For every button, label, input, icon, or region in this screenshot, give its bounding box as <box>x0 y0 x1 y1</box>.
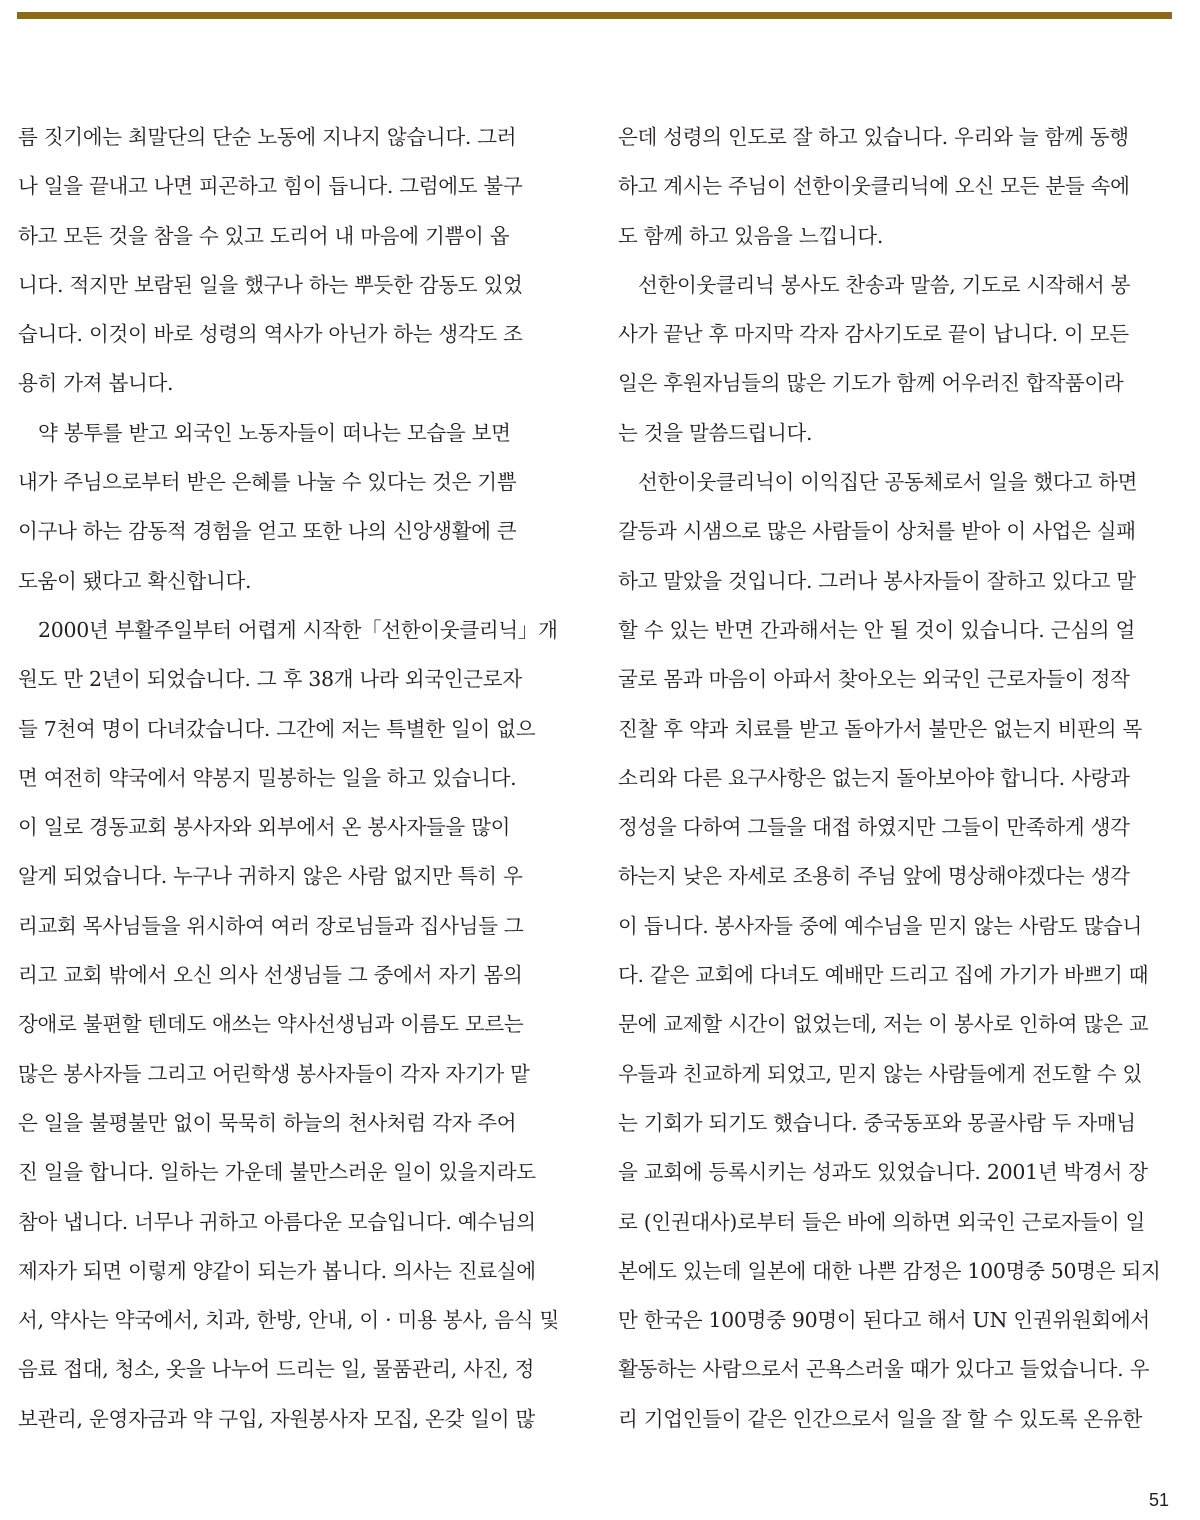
text-line: 는 것을 말씀드립니다. <box>618 420 813 445</box>
text-line: 리고 교회 밖에서 오신 의사 선생님들 그 중에서 자기 몸의 <box>18 963 523 988</box>
text-line: 진 일을 합니다. 일하는 가운데 불만스러운 일이 있을지라도 <box>18 1160 536 1185</box>
text-line: 원도 만 2년이 되었습니다. 그 후 38개 나라 외국인근로자 <box>18 667 522 692</box>
text-line: 선한이웃클리닉 봉사도 찬송과 말씀, 기도로 시작해서 봉 <box>638 272 1131 297</box>
text-line: 갈등과 시샘으로 많은 사람들이 상처를 받아 이 사업은 실패 <box>618 519 1136 544</box>
text-line: 만 한국은 100명중 90명이 된다고 해서 UN 인권위원회에서 <box>618 1308 1150 1333</box>
text-line: 나 일을 끝내고 나면 피곤하고 힘이 듭니다. 그럼에도 불구 <box>18 174 523 199</box>
text-line: 도 함께 하고 있음을 느낍니다. <box>618 223 884 248</box>
text-line: 제자가 되면 이렇게 양같이 되는가 봅니다. 의사는 진료실에 <box>18 1258 536 1283</box>
text-line: 은데 성령의 인도로 잘 하고 있습니다. 우리와 늘 함께 동행 <box>618 125 1129 149</box>
text-line: 선한이웃클리닉이 이익집단 공동체로서 일을 했다고 하면 <box>638 470 1138 495</box>
text-line: 음료 접대, 청소, 옷을 나누어 드리는 일, 물품관리, 사진, 정 <box>18 1357 535 1382</box>
text-line: 하고 계시는 주님이 선한이웃클리닉에 오신 모든 분들 속에 <box>618 174 1130 199</box>
text-line: 진찰 후 약과 치료를 받고 돌아가서 불만은 없는지 비판의 목 <box>618 716 1143 741</box>
text-line: 많은 봉사자들 그리고 어린학생 봉사자들이 각자 자기가 맡 <box>18 1061 530 1086</box>
text-line: 내가 주님으로부터 받은 은혜를 나눌 수 있다는 것은 기쁨 <box>18 470 517 495</box>
text-line: 용히 가져 봅니다. <box>18 371 174 396</box>
text-line: 이 일로 경동교회 봉사자와 외부에서 온 봉사자들을 많이 <box>18 815 511 840</box>
text-line: 문에 교제할 시간이 없었는데, 저는 이 봉사로 인하여 많은 교 <box>618 1012 1149 1037</box>
text-line: 굴로 몸과 마음이 아파서 찾아오는 외국인 근로자들이 정작 <box>618 667 1130 692</box>
text-line: 약 봉투를 받고 외국인 노동자들이 떠나는 모습을 보면 <box>38 420 511 445</box>
text-line: 보관리, 운영자금과 약 구입, 자원봉사자 모집, 온갖 일이 많 <box>18 1406 535 1431</box>
text-line: 은 일을 불평불만 없이 묵묵히 하늘의 천사처럼 각자 주어 <box>18 1110 517 1135</box>
right-text-column <box>618 113 1170 1444</box>
text-line: 우들과 친교하게 되었고, 믿지 않는 사람들에게 전도할 수 있 <box>618 1061 1143 1086</box>
text-line: 2000년 부활주일부터 어렵게 시작한「선한이웃클리닉」개 <box>38 617 558 642</box>
text-line: 참아 냅니다. 너무나 귀하고 아름다운 모습입니다. 예수님의 <box>18 1209 536 1234</box>
text-line: 하고 말았을 것입니다. 그러나 봉사자들이 잘하고 있다고 말 <box>618 568 1136 593</box>
text-line: 는 기회가 되기도 했습니다. 중국동포와 몽골사람 두 자매님 <box>618 1110 1136 1135</box>
text-line: 들 7천여 명이 다녀갔습니다. 그간에 저는 특별한 일이 없으 <box>18 716 536 741</box>
text-line: 사가 끝난 후 마지막 각자 감사기도로 끝이 납니다. 이 모든 <box>618 322 1129 347</box>
text-line: 름 짓기에는 최말단의 단순 노동에 지나지 않습니다. 그러 <box>18 125 517 149</box>
text-line: 정성을 다하여 그들을 대접 하였지만 그들이 만족하게 생각 <box>618 815 1130 840</box>
text-line: 면 여전히 약국에서 약봉지 밀봉하는 일을 하고 있습니다. <box>18 765 517 790</box>
text-line: 이 듭니다. 봉사자들 중에 예수님을 믿지 않는 사람도 많습니 <box>618 913 1143 938</box>
text-line: 본에도 있는데 일본에 대한 나쁜 감정은 100명중 50명은 되지 <box>618 1258 1161 1283</box>
text-line: 할 수 있는 반면 간과해서는 안 될 것이 있습니다. 근심의 얼 <box>618 617 1135 642</box>
text-line: 이구나 하는 감동적 경험을 얻고 또한 나의 신앙생활에 큰 <box>18 519 517 544</box>
text-line: 리교회 목사님들을 위시하여 여러 장로님들과 집사님들 그 <box>18 913 524 938</box>
text-line: 리 기업인들이 같은 인간으로서 일을 잘 할 수 있도록 온유한 <box>618 1406 1143 1431</box>
text-line: 장애로 불편할 텐데도 애쓰는 약사선생님과 이름도 모르는 <box>18 1012 524 1037</box>
text-line: 활동하는 사람으로서 곤욕스러울 때가 있다고 들었습니다. 우 <box>618 1357 1150 1382</box>
text-line: 알게 되었습니다. 누구나 귀하지 않은 사람 없지만 특히 우 <box>18 864 523 889</box>
left-text-column <box>18 113 570 1444</box>
page-number: 51 <box>1148 1490 1169 1510</box>
text-line: 하는지 낮은 자세로 조용히 주님 앞에 명상해야겠다는 생각 <box>618 864 1130 889</box>
text-line: 하고 모든 것을 참을 수 있고 도리어 내 마음에 기쁨이 옵 <box>18 223 510 248</box>
top-decorative-rule <box>17 12 1172 19</box>
text-line: 니다. 적지만 보람된 일을 했구나 하는 뿌듯한 감동도 있었 <box>18 272 523 297</box>
text-line: 다. 같은 교회에 다녀도 예배만 드리고 집에 가기가 바쁘기 때 <box>618 963 1149 988</box>
text-line: 소리와 다른 요구사항은 없는지 돌아보아야 합니다. 사랑과 <box>618 765 1130 790</box>
text-line: 습니다. 이것이 바로 성령의 역사가 아닌가 하는 생각도 조 <box>18 322 523 347</box>
text-line: 일은 후원자님들의 많은 기도가 함께 어우러진 합작품이라 <box>618 371 1124 396</box>
text-line: 을 교회에 등록시키는 성과도 있었습니다. 2001년 박경서 장 <box>618 1160 1148 1185</box>
text-line: 도움이 됐다고 확신합니다. <box>18 568 252 593</box>
text-line: 서, 약사는 약국에서, 치과, 한방, 안내, 이 · 미용 봉사, 음식 및 <box>18 1308 559 1333</box>
text-line: 로 (인권대사)로부터 들은 바에 의하면 외국인 근로자들이 일 <box>618 1209 1145 1234</box>
